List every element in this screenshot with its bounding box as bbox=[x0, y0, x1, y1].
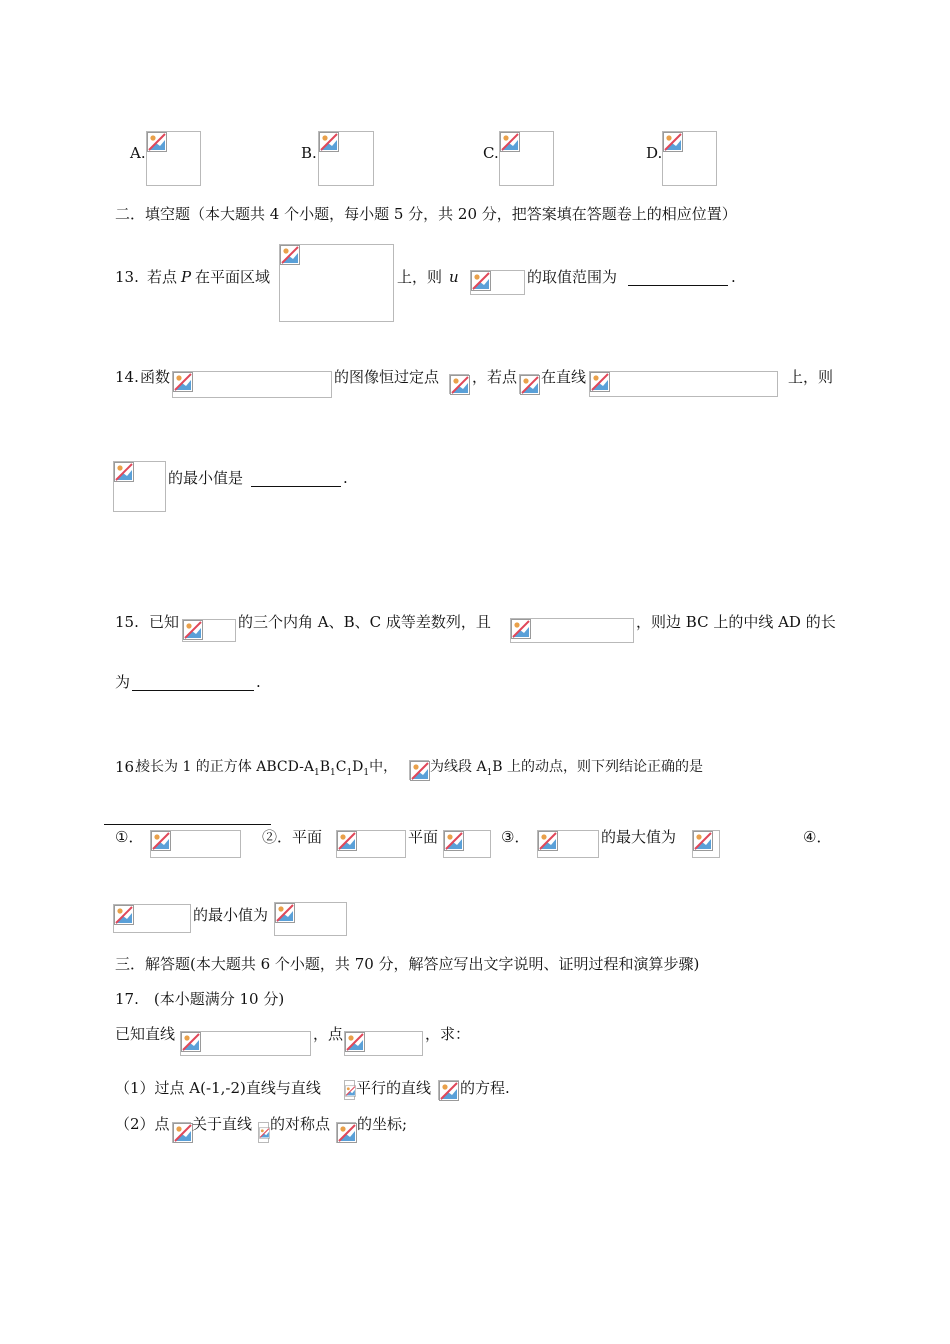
broken-image-icon bbox=[520, 375, 540, 395]
option-a-image bbox=[146, 131, 201, 186]
option-d-image bbox=[662, 131, 717, 186]
broken-image-icon bbox=[693, 831, 713, 851]
broken-image-icon bbox=[500, 132, 520, 152]
q13-number: 13. bbox=[115, 268, 139, 286]
option-c-image bbox=[499, 131, 554, 186]
q17-part-2a: （2）点 bbox=[115, 1115, 170, 1133]
q16-statement: 棱长为 1 的正方体 ABCD-$A_1B_1C_1D_1$中， bbox=[136, 759, 398, 778]
broken-image-icon bbox=[114, 462, 134, 482]
q14-text-5: 上，则 bbox=[788, 368, 834, 386]
q14-text-2: 的图像恒过定点 bbox=[334, 368, 440, 386]
q17-line-1b: ，点 bbox=[313, 1025, 344, 1043]
section-2-title: 二．填空题（本大题共 4 个小题，每小题 5 分，共 20 分，把答案填在答题卷上的相应位置） bbox=[115, 205, 737, 223]
q16-answer-blank bbox=[104, 823, 271, 825]
q17-part-1c: 的方程. bbox=[460, 1079, 510, 1097]
option-c-label: C. bbox=[483, 144, 499, 162]
broken-image-icon bbox=[147, 132, 167, 152]
q14-answer-blank bbox=[251, 485, 341, 487]
broken-image-icon bbox=[590, 372, 610, 392]
q14-text-4: 在直线 bbox=[541, 368, 587, 386]
section-3-title: 三．解答题(本大题共 6 个小题，共 70 分，解答应写出文字说明、证明过程和演算步骤) bbox=[115, 955, 700, 973]
q17-part-2-symmetric-point-image bbox=[336, 1122, 356, 1143]
q14-point-a-image bbox=[519, 374, 539, 394]
q13-text-3: 上，则 bbox=[397, 268, 443, 286]
q13-answer-blank bbox=[628, 284, 728, 286]
q13-var-p: P bbox=[181, 268, 192, 286]
option-b-image bbox=[318, 131, 374, 186]
broken-image-icon bbox=[259, 1123, 270, 1143]
q14-point-image bbox=[449, 374, 469, 394]
q14-line-2: 的最小值是 bbox=[168, 469, 244, 487]
q13-var-u: u bbox=[449, 268, 459, 286]
q15-number: 15. bbox=[115, 613, 139, 631]
q14-function-image bbox=[172, 371, 332, 398]
broken-image-icon bbox=[345, 1032, 365, 1052]
q13-text-2: 在平面区域 bbox=[195, 268, 271, 286]
q13-text-4: 的取值范围为 bbox=[527, 268, 618, 286]
q17-part-1b: 平行的直线 bbox=[356, 1079, 432, 1097]
q17-part-1-line-image bbox=[344, 1080, 355, 1100]
q16-number: 16. bbox=[115, 758, 139, 776]
broken-image-icon bbox=[151, 831, 171, 851]
broken-image-icon bbox=[114, 905, 134, 925]
q15-answer-blank bbox=[132, 689, 254, 691]
q13-end: . bbox=[731, 268, 736, 286]
q16-option-2-image-a bbox=[336, 830, 406, 858]
q16-option-4-value-image bbox=[274, 902, 347, 936]
q16-option-4-b: 的最小值为 bbox=[193, 906, 269, 924]
broken-image-icon bbox=[173, 372, 193, 392]
q14-text-3: ，若点 bbox=[472, 368, 518, 386]
broken-image-icon bbox=[439, 1081, 459, 1101]
q15-text-2: 的三个内角 A、B、C 成等差数列，且 bbox=[238, 613, 491, 631]
q13-text-1: 若点 bbox=[147, 268, 178, 286]
q14-line-image bbox=[589, 371, 778, 397]
q15-condition-image bbox=[510, 618, 634, 643]
option-d-label: D. bbox=[646, 144, 663, 162]
q17-line-1a: 已知直线 bbox=[115, 1025, 176, 1043]
q14-expression-image bbox=[113, 461, 166, 512]
q16-point-image bbox=[409, 760, 429, 780]
q16-statement-2: 为线段 $A_1B$ 上的动点，则下列结论正确的是 bbox=[430, 759, 704, 778]
broken-image-icon bbox=[337, 831, 357, 851]
broken-image-icon bbox=[280, 245, 300, 265]
q14-end: . bbox=[343, 469, 348, 487]
q17-part-2-point-image bbox=[172, 1122, 191, 1143]
q17-line-image bbox=[180, 1031, 311, 1056]
q17-part-2-line-image bbox=[258, 1122, 269, 1143]
q17-part-2c: 的对称点 bbox=[270, 1115, 331, 1133]
q13-expression-image bbox=[470, 270, 525, 295]
option-b-label: B. bbox=[301, 144, 317, 162]
broken-image-icon bbox=[337, 1123, 357, 1143]
q16-option-1: ①． bbox=[115, 828, 144, 846]
q16-option-3-b: 的最大值为 bbox=[601, 828, 677, 846]
broken-image-icon bbox=[183, 620, 203, 640]
broken-image-icon bbox=[663, 132, 683, 152]
broken-image-icon bbox=[444, 831, 464, 851]
q14-text-1: 函数 bbox=[140, 368, 171, 386]
broken-image-icon bbox=[345, 1081, 356, 1101]
q17-header: 17. (本小题满分 10 分) bbox=[115, 990, 285, 1008]
q15-line-2: 为 bbox=[115, 673, 131, 691]
broken-image-icon bbox=[275, 903, 295, 923]
q17-part-1a: （1）过点 A(-1,-2)直线与直线 bbox=[115, 1079, 321, 1097]
broken-image-icon bbox=[538, 831, 558, 851]
broken-image-icon bbox=[173, 1123, 193, 1143]
q17-part-2b: 关于直线 bbox=[192, 1115, 253, 1133]
broken-image-icon bbox=[511, 619, 531, 639]
q16-option-2-image-b bbox=[443, 830, 491, 858]
broken-image-icon bbox=[450, 375, 470, 395]
broken-image-icon bbox=[181, 1032, 201, 1052]
broken-image-icon bbox=[410, 761, 430, 781]
q13-region-image bbox=[279, 244, 394, 322]
q16-option-1-image bbox=[150, 830, 241, 858]
q16-option-3-value-image bbox=[692, 830, 720, 858]
q15-text-3: ，则边 BC 上的中线 AD 的长 bbox=[636, 613, 836, 631]
broken-image-icon bbox=[319, 132, 339, 152]
q16-option-3-image bbox=[537, 830, 599, 858]
q15-triangle-image bbox=[182, 619, 236, 642]
q15-text-1: 已知 bbox=[149, 613, 180, 631]
broken-image-icon bbox=[471, 271, 491, 291]
q16-option-3: ③． bbox=[501, 828, 530, 846]
q17-part-2d: 的坐标; bbox=[357, 1115, 408, 1133]
q16-option-4: ④． bbox=[803, 828, 832, 846]
q16-option-2: ②．平面 bbox=[262, 828, 323, 846]
option-a-label: A. bbox=[130, 144, 146, 162]
q15-end: . bbox=[256, 673, 261, 691]
q17-part-1-line-image-2 bbox=[438, 1080, 459, 1100]
q14-number: 14. bbox=[115, 368, 139, 386]
q17-point-image bbox=[344, 1031, 423, 1056]
q16-option-2-b: 平面 bbox=[408, 828, 439, 846]
q17-line-1c: ，求： bbox=[425, 1025, 471, 1043]
q16-option-4-image bbox=[113, 904, 191, 933]
